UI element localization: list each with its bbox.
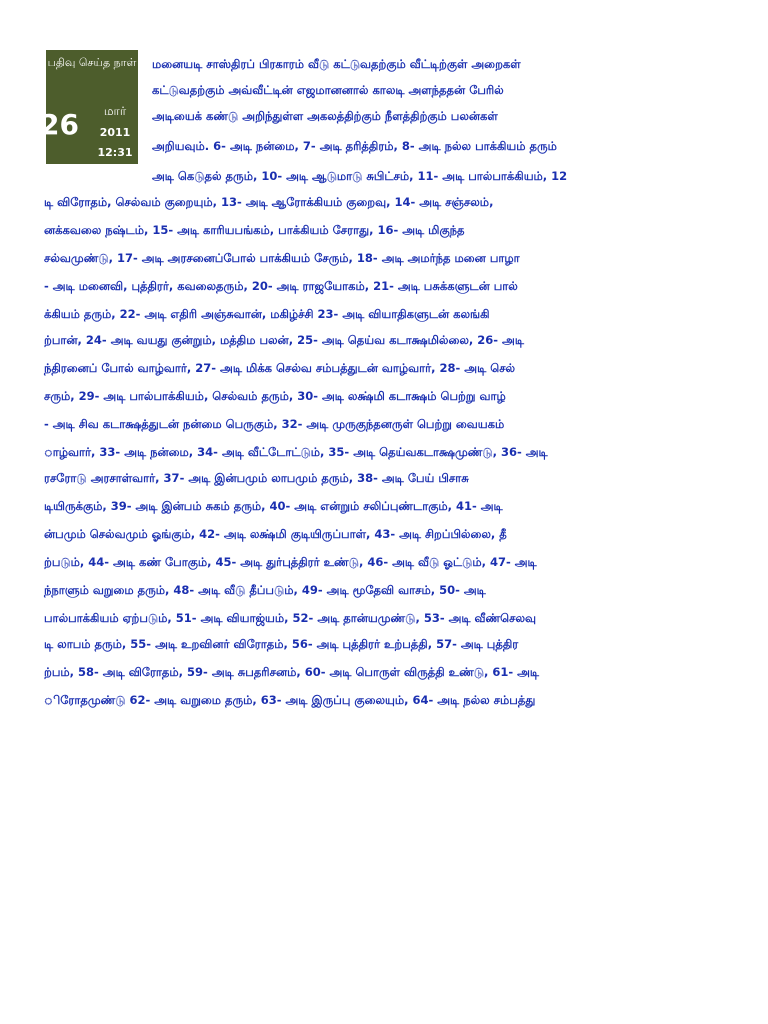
article-line: சல்வமுண்டு, 17- அடி அரசனைப்போல் பாக்கியம் சேரும், 18- அடி அமர்ந்த மனை பாழா — [44, 251, 520, 265]
article-line: கட்டுவதற்கும் அவ்வீட்டின் எஜமானனால் காலடி அளந்ததன் பேரில் — [152, 83, 504, 97]
article-line: சரும், 29- அடி பால்பாக்கியம், செல்வம் தரும், 30- அடி லக்ஷ்மி கடாக்ஷம் பெற்று வாழ் — [44, 389, 506, 403]
article-line: டி லாபம் தரும், 55- அடி உறவினர் விரோதம், 56- அடி புத்திரர் உற்பத்தி, 57- அடி புத்திர — [44, 637, 519, 651]
post-date-time: 12:31 — [97, 146, 133, 159]
article-line: ந்திரனைப் போல் வாழ்வார், 27- அடி மிக்க செல்வ சம்பத்துடன் வாழ்வார், 28- அடி செல் — [44, 361, 516, 375]
article-line: ன்பமும் செல்வமும் ஓங்கும், 42- அடி லக்ஷ்மி குடியிருப்பாள், 43- அடி சிறப்பில்லை, தீ — [44, 527, 507, 541]
article-line: ற்படும், 44- அடி கண் போகும், 45- அடி துர்புத்திரர் உண்டு, 46- அடி வீடு ஓட்டும், 47- அடி — [44, 555, 537, 569]
article-line: - அடி சிவ கடாக்ஷத்துடன் நன்மை பெருகும், 32- அடி முருகுந்தனருள் பெற்று வையகம் — [44, 417, 505, 431]
article-line: னக்கவலை நஷ்டம், 15- அடி காரியபங்கம், பாக்கியம் சேராது, 16- அடி மிகுந்த — [44, 223, 465, 237]
article-line: மனையடி சாஸ்திரப் பிரகாரம் வீடு கட்டுவதற்கும் வீட்டிற்குள் அறைகள் — [152, 57, 521, 71]
article-line: அடி கெடுதல் தரும், 10- அடி ஆடுமாடு சுபிட்சம், 11- அடி பால்பாக்கியம், 12 — [152, 169, 568, 183]
article-line: ரசரோடு அரசாள்வார், 37- அடி இன்பமும் லாபமும் தரும், 38- அடி பேய் பிசாசு — [44, 471, 469, 485]
article-line: ந்நாளும் வறுமை தரும், 48- அடி வீடு தீப்படும், 49- அடி மூதேவி வாசம், 50- அடி — [44, 583, 486, 597]
article-line: ிரோதமுண்டு 62- அடி வறுமை தரும், 63- அடி இருப்பு குலையும், 64- அடி நல்ல சம்பத்து — [44, 693, 536, 707]
article-line: - அடி மனைவி, புத்திரர், கவலைதரும், 20- அடி ராஜயோகம், 21- அடி பசுக்களுடன் பால் — [44, 279, 518, 293]
post-date-year: 2011 — [99, 126, 131, 139]
article-line: க்கியம் தரும், 22- அடி எதிரி அஞ்சுவான், மகிழ்ச்சி 23- அடி வியாதிகளுடன் கலங்கி — [44, 307, 490, 321]
article-line: ற்பான், 24- அடி வயது குன்றும், மத்திம பலன், 25- அடி தெய்வ கடாக்ஷமில்லை, 26- அடி — [44, 333, 524, 347]
article-line: அறியவும். 6- அடி நன்மை, 7- அடி தரித்திரம், 8- அடி நல்ல பாக்கியம் தரும் — [152, 139, 557, 153]
post-date-label: பதிவு செய்த நாள் — [47, 56, 137, 69]
article-line: பால்பாக்கியம் ஏற்படும், 51- அடி வியாஜ்யம், 52- அடி தான்யமுண்டு, 53- அடி வீண்செலவு — [44, 611, 537, 625]
article-line: டியிருக்கும், 39- அடி இன்பம் சுகம் தரும், 40- அடி என்றும் சலிப்புண்டாகும், 41- அடி — [44, 499, 503, 513]
article-line: ாழ்வார், 33- அடி நன்மை, 34- அடி வீட்டோட்டும், 35- அடி தெய்வகடாக்ஷமுண்டு, 36- அடி — [44, 445, 548, 459]
post-date-month: மார் — [103, 104, 127, 118]
article-line: டி விரோதம், செல்வம் குறையும், 13- அடி ஆரோக்கியம் குறைவு, 14- அடி சஞ்சலம், — [44, 195, 494, 209]
article-body — [0, 50, 714, 720]
post-date-day: 26 — [40, 108, 79, 141]
article-line: ற்பம், 58- அடி விரோதம், 59- அடி சுபதரிசனம், 60- அடி பொருள் விருத்தி உண்டு, 61- அடி — [44, 665, 540, 679]
article-line: அடியைக் கண்டு அறிந்துள்ள அகலத்திற்கும் நீளத்திற்கும் பலன்கள் — [152, 109, 498, 123]
